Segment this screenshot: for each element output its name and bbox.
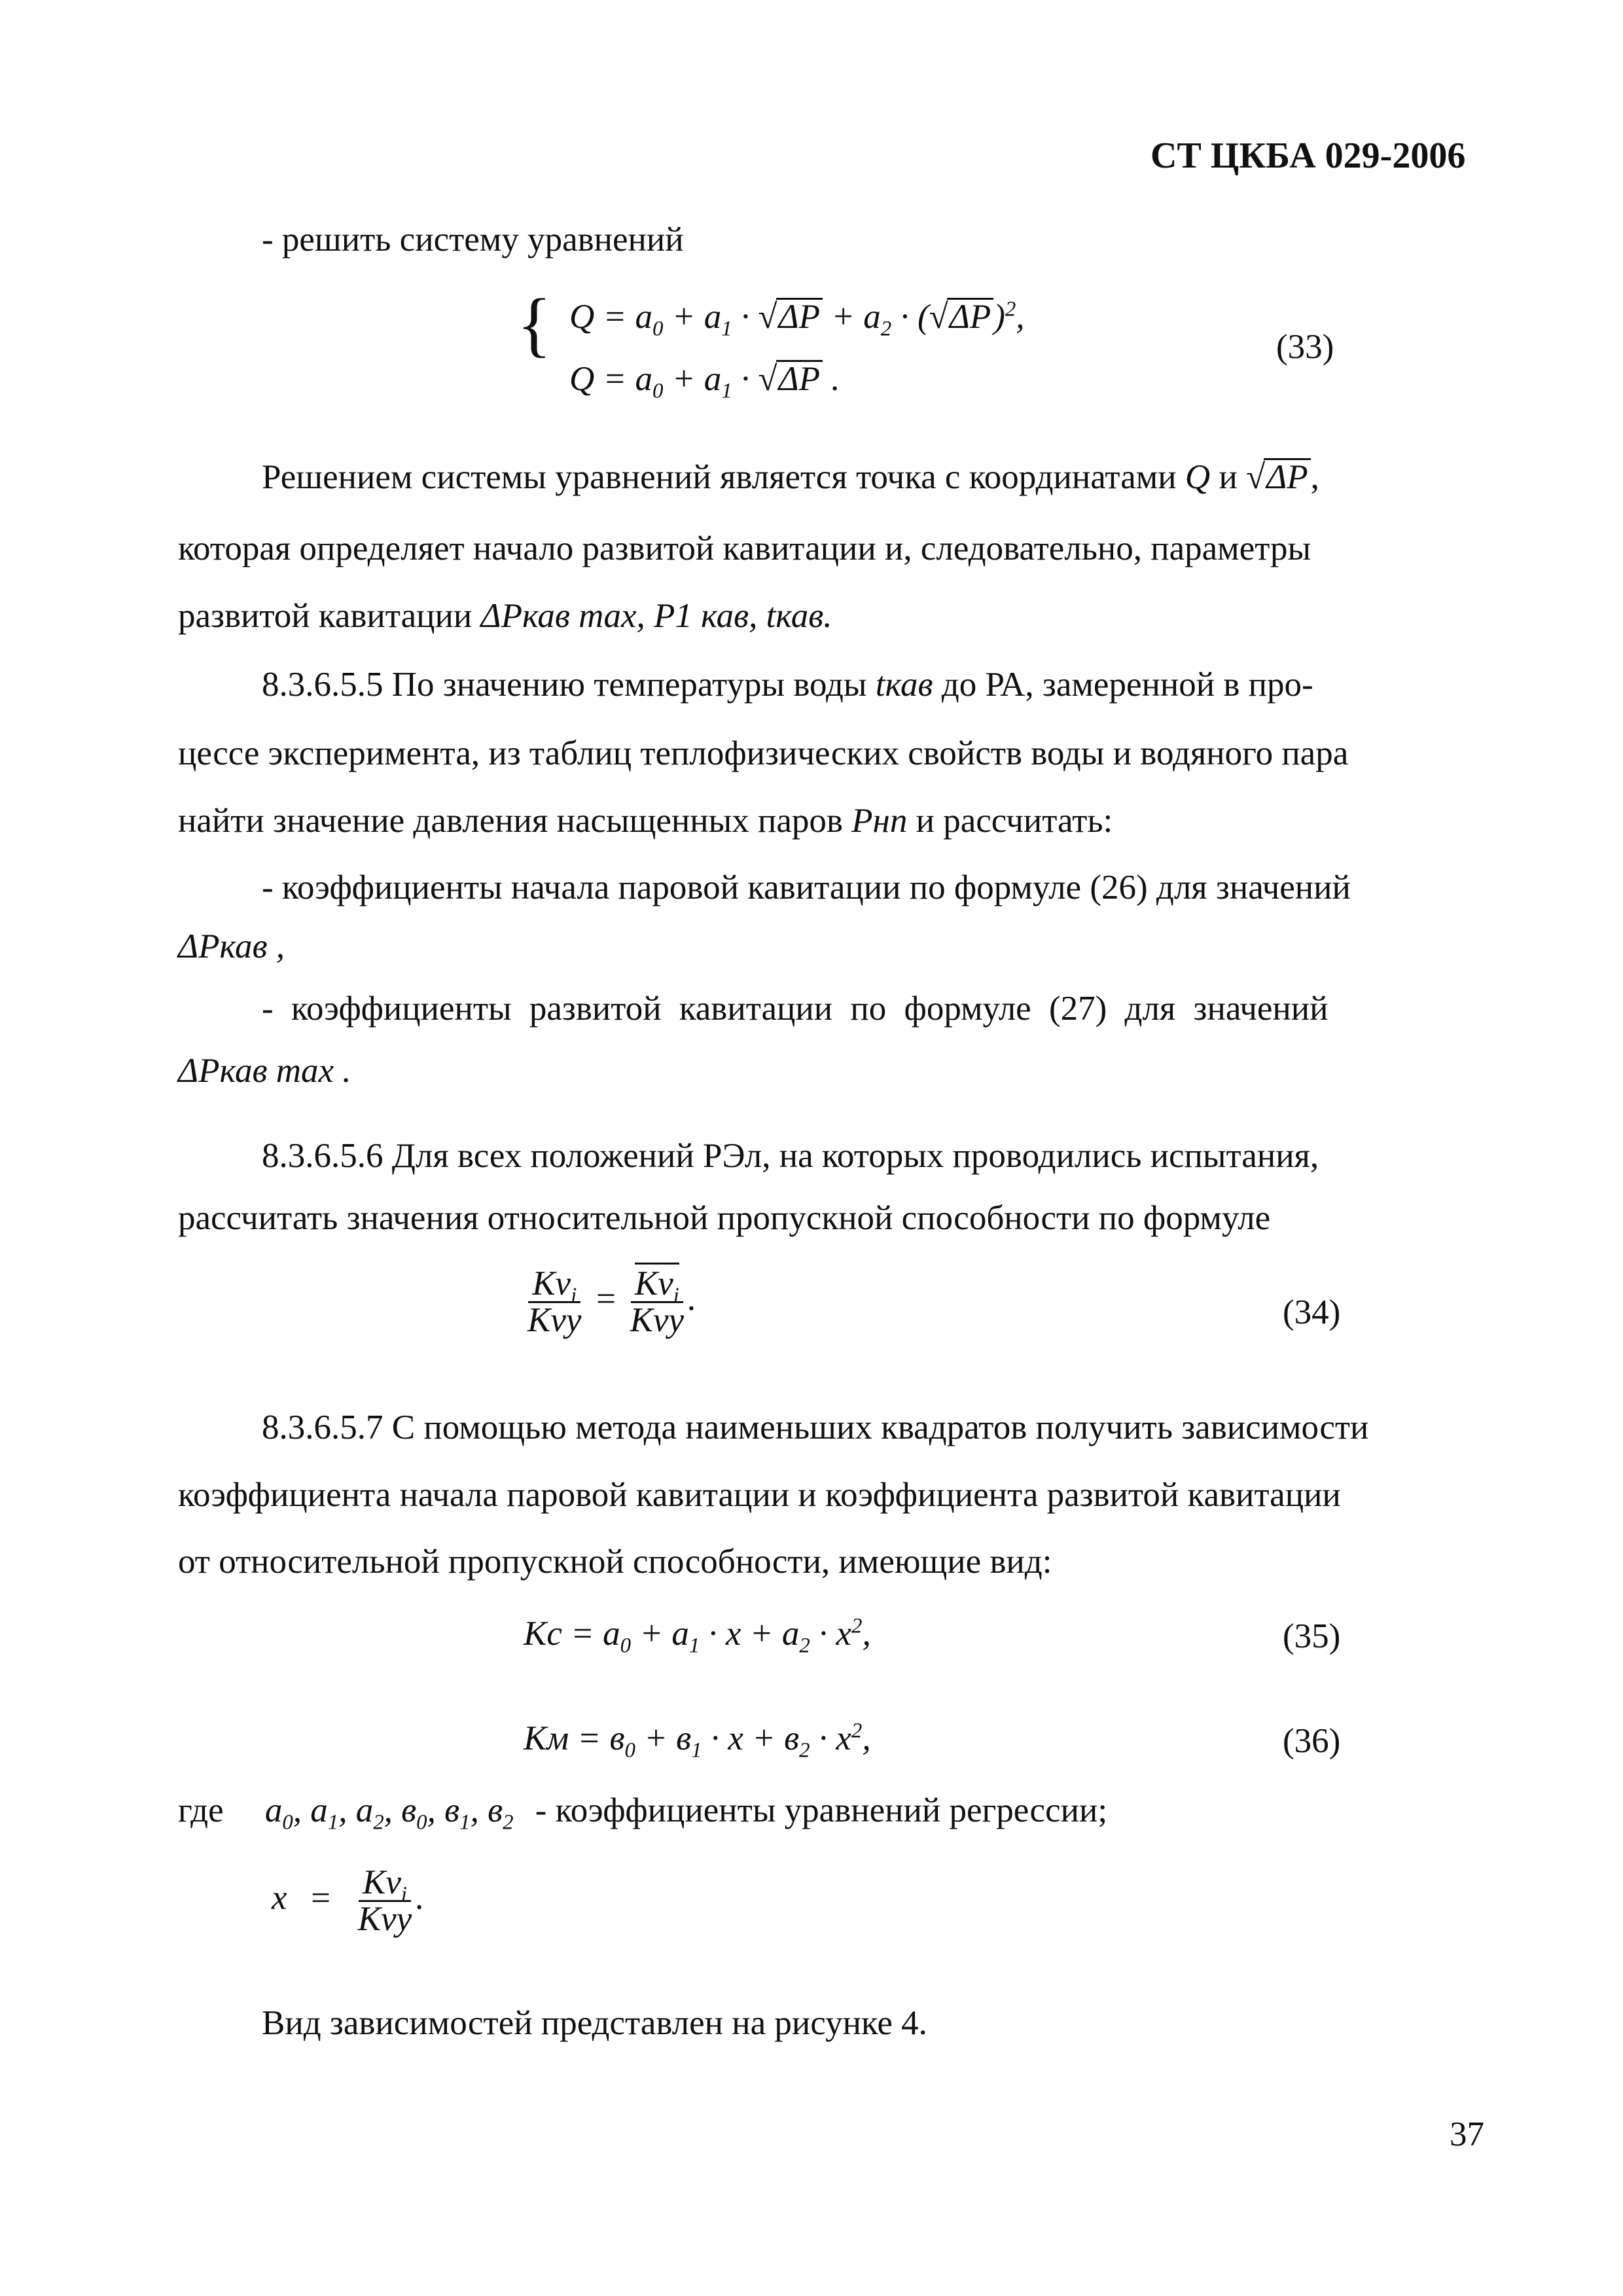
equation-34-number: (34) xyxy=(1283,1293,1341,1331)
paragraph-solution-line-2: которая определяет начало развитой кавитации и, следовательно, параметры xyxy=(178,529,1311,567)
paragraph-83657-line-3: от относительной пропускной способности, имеющие вид: xyxy=(178,1543,1052,1581)
equation-34: $\frac{Kv_i}{\text{Kvy}}$ = $\frac{Kv_i}{\text{Kvy}}$ . xyxy=(524,1266,696,1338)
equation-33-line-2: $Q = a_0 + a_1 \cdot √\Delta P$ . xyxy=(569,360,840,403)
x-definition: x = $\frac{Kv_i}{\text{Kvy}}$ . xyxy=(272,1863,425,1938)
equation-33-line-1: $Q = a_0 + a_1 \cdot √\Delta P + a_2 \cdot (√\Delta P)^2$, xyxy=(569,297,1025,341)
paragraph-intro: - решить систему уравнений xyxy=(262,221,684,259)
bullet-developed-cavitation-var: ΔPкав max . xyxy=(178,1052,351,1090)
equation-36: Kм = $в_0 + в_1 \cdot x + в_2 \cdot x^2$, xyxy=(524,1719,871,1763)
where-clause: где $a_0$, $a_1$, $a_2$, $в_0$, $в_1$, $в_2$ - коэффициенты уравнений регрессии; xyxy=(178,1791,1108,1835)
page-number: 37 xyxy=(1450,2115,1484,2153)
paragraph-solution-line-3: развитой кавитации ΔPкав max, P1 кав, tкав. xyxy=(178,597,832,635)
paragraph-83656-line-1: 8.3.6.5.6 Для всех положений РЭл, на которых проводились испытания, xyxy=(262,1137,1319,1175)
equation-34-numerator-1: $Kv_i$ xyxy=(528,1266,580,1303)
paragraph-solution-line-1: Решением системы уравнений является точка с координатами Q и √ΔP, xyxy=(262,458,1319,496)
system-brace: { xyxy=(517,284,552,364)
equation-34-denominator-1: Kvy xyxy=(527,1301,582,1339)
paragraph-83657-line-1: 8.3.6.5.7 С помощью метода наименьших квадратов получить зависимости xyxy=(262,1408,1369,1446)
paragraph-83655-line-2: цессе эксперимента, из таблиц теплофизических свойств воды и водяного пара xyxy=(178,734,1349,772)
equation-33-number: (33) xyxy=(1276,328,1334,366)
paragraph-83655-line-1: 8.3.6.5.5 По значению температуры воды tкав до РА, замеренной в про- xyxy=(262,666,1313,704)
bullet-developed-cavitation: - коэффициенты развитой кавитации по формуле (27) для значений xyxy=(262,990,1329,1028)
paragraph-83656-line-2: рассчитать значения относительной пропускной способности по формуле xyxy=(178,1199,1271,1237)
bullet-vapor-cavitation: - коэффициенты начала паровой кавитации по формуле (26) для значений xyxy=(262,869,1351,906)
document-code: СТ ЦКБА 029-2006 xyxy=(1150,135,1466,176)
bullet-vapor-cavitation-var: ΔPкав , xyxy=(178,927,285,965)
paragraph-83657-line-2: коэффициента начала паровой кавитации и коэффициента развитой кавитации xyxy=(178,1476,1341,1514)
paragraph-dependency-view: Вид зависимостей представлен на рисунке 4. xyxy=(262,2004,927,2042)
equation-36-number: (36) xyxy=(1283,1722,1341,1760)
paragraph-83655-line-3: найти значение давления насыщенных паров Pнп и рассчитать: xyxy=(178,802,1113,840)
equation-35: $Kc = a_0 + a_1 \cdot x + a_2 \cdot x^2$, xyxy=(524,1614,871,1658)
equation-35-number: (35) xyxy=(1283,1617,1341,1655)
